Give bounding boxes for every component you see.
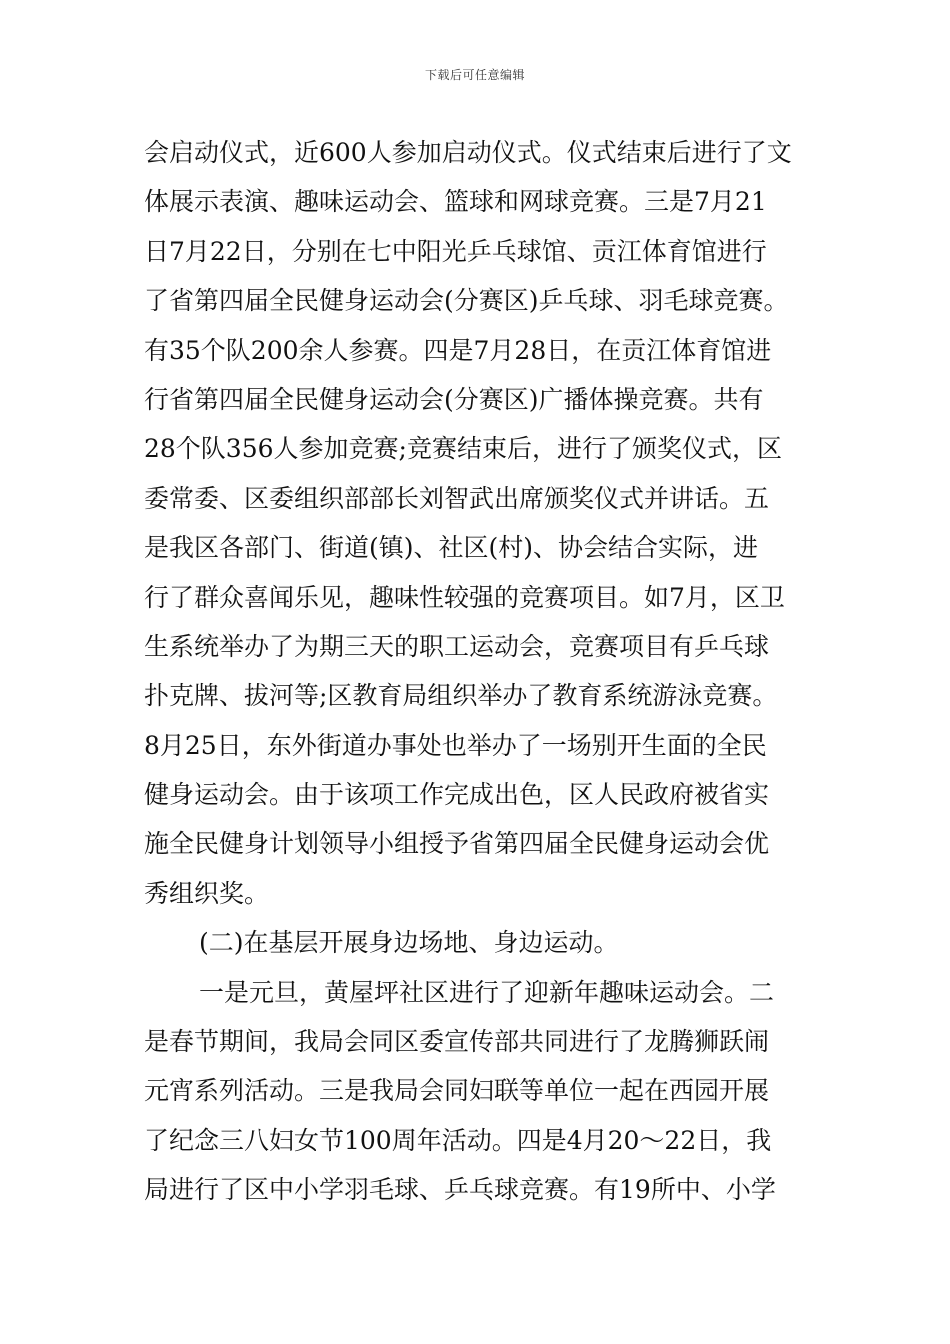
text-line: 了纪念三八妇女节100周年活动。四是4月20～22日，我 — [144, 1125, 772, 1155]
text-line: 生系统举办了为期三天的职工运动会，竞赛项目有乒乓球 — [144, 631, 770, 661]
text-line: 秀组织奖。 — [144, 878, 270, 908]
text-line: 扑克牌、拔河等;区教育局组织举办了教育系统游泳竞赛。 — [144, 681, 778, 711]
text-line: 有35个队200余人参赛。四是7月28日，在贡江体育馆进 — [144, 335, 772, 365]
body-text — [144, 128, 824, 1215]
section-heading: (二)在基层开展身边场地、身边运动。 — [199, 928, 619, 958]
text-line: 8月25日，东外街道办事处也举办了一场别开生面的全民 — [144, 730, 767, 760]
text-line: 是春节期间，我局会同区委宣传部共同进行了龙腾狮跃闹 — [144, 1027, 770, 1057]
text-line: 28个队356人参加竞赛;竞赛结束后，进行了颁奖仪式，区 — [144, 434, 782, 464]
text-line: 局进行了区中小学羽毛球、乒乓球竞赛。有19所中、小学 — [144, 1175, 776, 1205]
text-line: 施全民健身计划领导小组授予省第四届全民健身运动会优 — [144, 829, 770, 859]
text-line: 委常委、区委组织部部长刘智武出席颁奖仪式并讲话。五 — [144, 483, 770, 513]
text-line: 元宵系列活动。三是我局会同妇联等单位一起在西园开展 — [144, 1076, 770, 1106]
text-line: 日7月22日，分别在七中阳光乒乓球馆、贡江体育馆进行 — [144, 236, 767, 266]
text-line: 行省第四届全民健身运动会(分赛区)广播体操竞赛。共有 — [144, 384, 764, 414]
page-header: 下载后可任意编辑 — [424, 68, 525, 82]
text-line: 了省第四届全民健身运动会(分赛区)乒乓球、羽毛球竞赛。 — [144, 286, 789, 316]
text-line: 是我区各部门、街道(镇)、社区(村)、协会结合实际，进 — [144, 533, 759, 563]
text-line: 会启动仪式，近600人参加启动仪式。仪式结束后进行了文 — [144, 138, 792, 167]
text-line: 健身运动会。由于该项工作完成出色，区人民政府被省实 — [144, 780, 770, 810]
text-line: 体展示表演、趣味运动会、篮球和网球竞赛。三是7月21 — [144, 187, 767, 217]
text-line: 行了群众喜闻乐见，趣味性较强的竞赛项目。如7月，区卫 — [144, 582, 785, 612]
text-line: 一是元旦，黄屋坪社区进行了迎新年趣味运动会。二 — [199, 977, 775, 1007]
